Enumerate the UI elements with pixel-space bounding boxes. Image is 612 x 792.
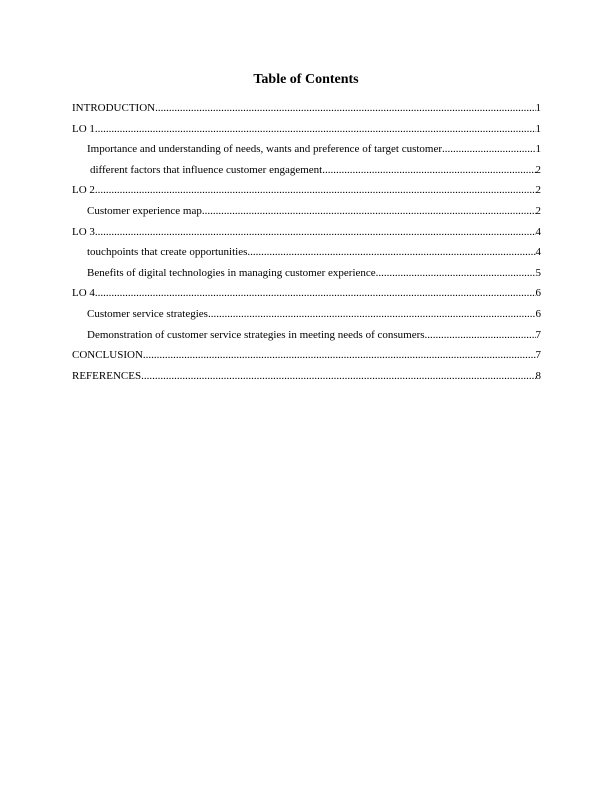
toc-entry-label: LO 4 — [72, 287, 95, 300]
toc-entry-lo2[interactable] — [72, 183, 541, 204]
toc-page-number: 1 — [535, 102, 541, 114]
toc-page-number: 2 — [535, 184, 541, 197]
toc-entry-label: LO 2 — [72, 184, 95, 197]
dot-leader — [202, 204, 536, 218]
toc-page-number: 1 — [535, 143, 541, 156]
toc-page-number: 2 — [535, 204, 541, 217]
toc-entry-label: INTRODUCTION — [72, 102, 156, 114]
toc-entry-introduction[interactable] — [72, 101, 541, 122]
toc-entry-label: different factors that influence customer engagement — [90, 163, 323, 176]
toc-entry-label: REFERENCES — [72, 369, 142, 382]
toc-page-number: 1 — [535, 122, 541, 135]
toc-entry-label: Customer service strategies — [87, 307, 208, 320]
toc-page-number: 7 — [535, 349, 541, 362]
toc-entry-label: Benefits of digital technologies in managing customer experience — [87, 266, 376, 279]
toc-entry-label: touchpoints that create opportunities — [87, 246, 248, 259]
toc-entry-label: LO 1 — [72, 122, 95, 135]
toc-entry-strategy-demonstration[interactable] — [72, 328, 541, 349]
toc-page-number: 2 — [535, 163, 541, 176]
toc-entry-label: Customer experience map — [87, 204, 202, 217]
toc-entry-lo4[interactable] — [72, 286, 541, 307]
toc-entry-service-strategies[interactable] — [72, 307, 541, 328]
dot-leader — [247, 245, 535, 259]
toc-page-number: 6 — [535, 307, 541, 320]
toc-entry-needs-wants[interactable] — [72, 142, 541, 163]
dot-leader — [141, 369, 535, 383]
toc-entry-label: LO 3 — [72, 225, 95, 238]
toc-entry-lo1[interactable] — [72, 122, 541, 143]
table-of-contents — [72, 101, 541, 389]
dot-leader — [376, 266, 536, 280]
toc-page-number: 4 — [535, 246, 541, 259]
dot-leader — [143, 348, 536, 362]
dot-leader — [425, 328, 536, 342]
toc-entry-digital-benefits[interactable] — [72, 266, 541, 287]
dot-leader — [95, 286, 536, 300]
dot-leader — [208, 307, 536, 321]
toc-entry-touchpoints[interactable] — [72, 245, 541, 266]
toc-title: Table of Contents — [253, 72, 359, 87]
toc-entry-references[interactable] — [72, 369, 541, 390]
toc-entry-label: Demonstration of customer service strategies in meeting needs of consumers — [87, 328, 425, 341]
toc-entry-conclusion[interactable] — [72, 348, 541, 369]
dot-leader — [95, 183, 536, 197]
toc-page-number: 5 — [535, 266, 541, 279]
dot-leader — [155, 101, 535, 115]
toc-entry-engagement-factors[interactable] — [72, 163, 541, 184]
toc-page-number: 4 — [535, 225, 541, 238]
dot-leader — [95, 225, 536, 239]
dot-leader — [442, 142, 535, 156]
toc-entry-label: CONCLUSION — [72, 349, 143, 362]
toc-page-number: 7 — [535, 328, 541, 341]
toc-entry-lo3[interactable] — [72, 225, 541, 246]
toc-page-number: 6 — [535, 287, 541, 300]
toc-page-number: 8 — [535, 369, 541, 382]
toc-entry-label: Importance and understanding of needs, wants and preference of target customer — [87, 143, 443, 156]
toc-entry-experience-map[interactable] — [72, 204, 541, 225]
dot-leader — [322, 163, 535, 177]
dot-leader — [95, 122, 536, 136]
